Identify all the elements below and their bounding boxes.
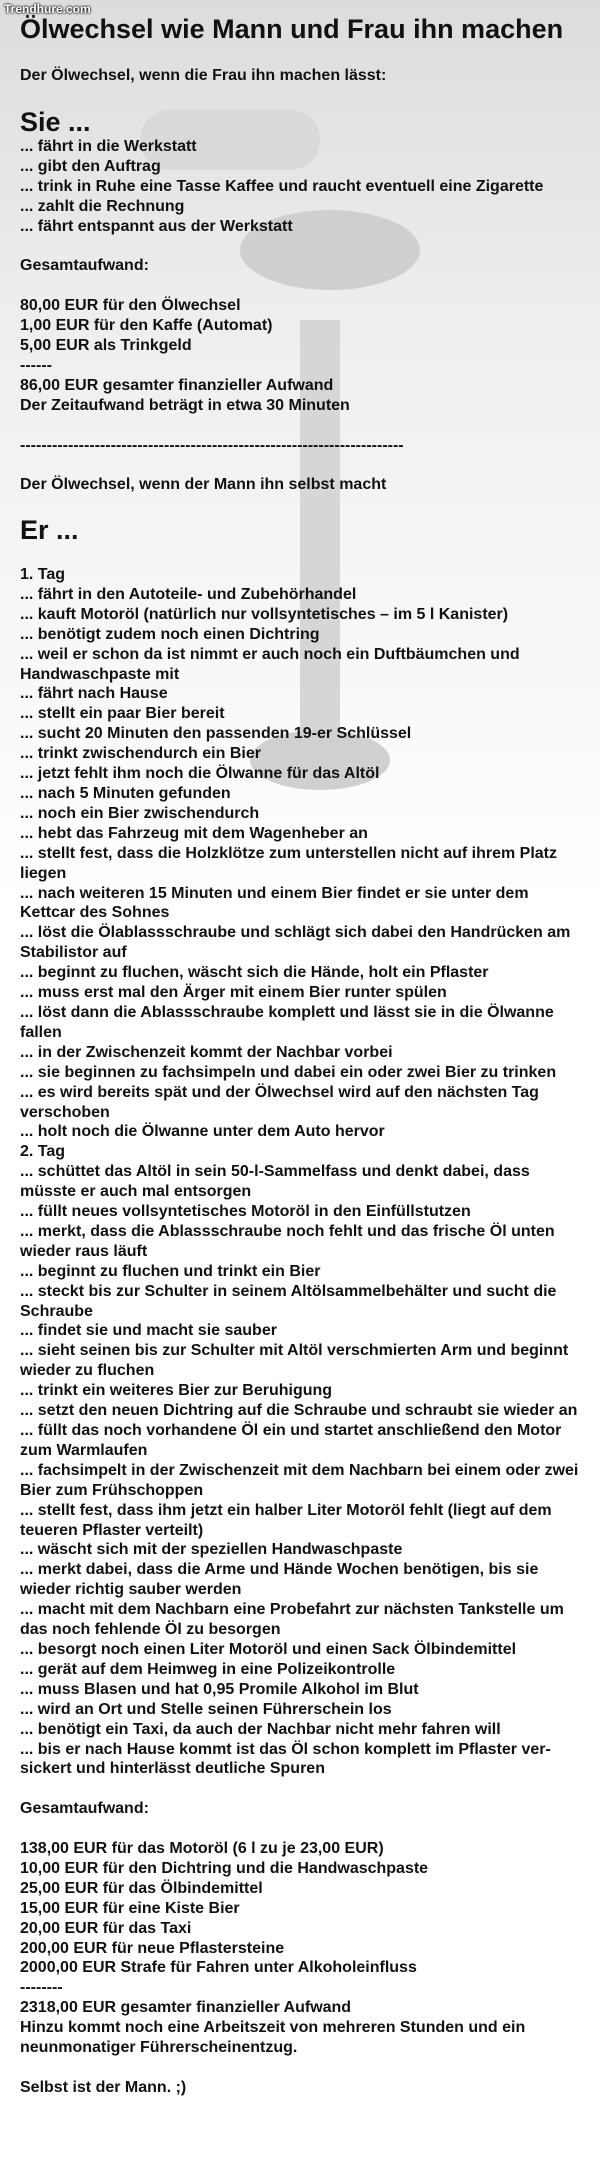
list-item: ... trinkt ein weiteres Bier zur Beruhigung — [20, 1382, 333, 1400]
list-item: ... fachsimpelt in der Zwischenzeit mit dem Nachbarn bei einem oder zwei Bier zum Frühschoppen — [20, 1461, 583, 1499]
list-item: ... wäscht sich mit der speziellen Handwaschpaste — [20, 1541, 403, 1559]
list-item: ... löst dann die Ablassschraube komplett und lässt sie in die Ölwanne fallen — [20, 1003, 559, 1041]
day1-label: 1. Tag — [20, 566, 66, 584]
list-item: ... fährt entspannt aus der Werkstatt — [20, 217, 293, 235]
cost-item: 10,00 EUR für den Dichtring und die Handwaschpaste — [20, 1859, 429, 1877]
list-item: ... beginnt zu fluchen und trinkt ein Bier — [20, 1262, 321, 1280]
list-item: ... schüttet das Altöl in sein 50-l-Sammelfass und denkt dabei, dass müsste er auch mal entsorgen — [20, 1163, 535, 1201]
cost-item: Hinzu kommt noch eine Arbeitszeit von mehreren Stunden und ein neunmonatiger Führerscheinentzug. — [20, 2019, 530, 2057]
cost-divider: ------ — [20, 356, 52, 374]
list-item: ... stellt fest, dass die Holzklötze zum unterstellen nicht auf ihrem Platz liegen — [20, 844, 562, 882]
list-item: ... sie beginnen zu fachsimpeln und dabei ein oder zwei Bier zu trinken — [20, 1063, 557, 1081]
page-title: Ölwechsel wie Mann und Frau ihn machen — [20, 14, 564, 44]
list-item: ... fährt in den Autoteile- und Zubehörhandel — [20, 585, 357, 603]
cost-item: -------- — [20, 1979, 63, 1997]
cost-item: 80,00 EUR für den Ölwechsel — [20, 297, 241, 315]
closing-line: Selbst ist der Mann. ;) — [20, 2078, 187, 2096]
mann-intro: Der Ölwechsel, wenn der Mann ihn selbst macht — [20, 476, 387, 494]
cost-item: 2000,00 EUR Strafe für Fahren unter Alkoholeinfluss — [20, 1959, 417, 1977]
list-item: ... benötigt zudem noch einen Dichtring — [20, 625, 320, 643]
time-note: Der Zeitaufwand beträgt in etwa 30 Minuten — [20, 396, 350, 414]
cost-item: 138,00 EUR für das Motoröl (6 l zu je 23,00 EUR) — [20, 1840, 384, 1857]
site-watermark: Trendhure.com — [4, 2, 91, 16]
list-item: ... sieht seinen bis zur Schulter mit Altöl verschmierten Arm und beginnt wieder zu fluchen — [20, 1342, 573, 1380]
cost-item: 2318,00 EUR gesamter finanzieller Aufwand — [20, 1999, 352, 2017]
frau-cost-heading: Gesamtaufwand: — [20, 257, 149, 275]
list-item: ... nach weiteren 15 Minuten und einem Bier findet er sie unter dem Kettcar des Sohnes — [20, 884, 534, 922]
mann-cost-heading: Gesamtaufwand: — [20, 1800, 149, 1818]
list-item: ... steckt bis zur Schulter in seinem Altölsammelbehälter und sucht die Schraube — [20, 1282, 561, 1320]
list-item: ... sucht 20 Minuten den passenden 19-er Schlüssel — [20, 725, 412, 743]
list-item: ... löst die Ölablassschraube und schlägt sich dabei den Handrücken am Stabilistor auf — [20, 924, 575, 962]
list-item: ... stellt ein paar Bier bereit — [20, 705, 225, 723]
list-item: ... trinkt zwischendurch ein Bier — [20, 745, 261, 763]
list-item: ... es wird bereits spät und der Ölwechsel wird auf den nächsten Tag verschoben — [20, 1083, 544, 1121]
list-item: ... setzt den neuen Dichtring auf die Schraube und schraubt sie wieder an — [20, 1402, 578, 1420]
list-item: ... kauft Motoröl (natürlich nur vollsyntetisches – im 5 l Kanister) — [20, 605, 509, 623]
cost-item: 200,00 EUR für neue Pflastersteine — [20, 1939, 285, 1957]
cost-item: 5,00 EUR als Trinkgeld — [20, 337, 192, 355]
frau-costs — [20, 296, 580, 415]
list-item: ... bis er nach Hause kommt ist das Öl schon komplett im Pflaster ver-sickert und hinterlässt deutliche Spuren — [20, 1740, 551, 1778]
day1-steps — [20, 585, 580, 1142]
day2-label: 2. Tag — [20, 1143, 66, 1161]
list-item: ... jetzt fehlt ihm noch die Ölwanne für das Altöl — [20, 765, 380, 783]
mann-heading: Er ... — [20, 515, 79, 546]
list-item: ... füllt das noch vorhandene Öl ein und startet anschließend den Motor zum Warmlaufen — [20, 1422, 566, 1459]
list-item: ... besorgt noch einen Liter Motoröl und einen Sack Ölbindemittel — [20, 1640, 517, 1658]
list-item: ... benötigt ein Taxi, da auch der Nachbar nicht mehr fahren will — [20, 1720, 501, 1738]
section-separator: ------------------------------------------------------------------------ — [20, 436, 404, 454]
day2-steps — [20, 1162, 583, 1779]
list-item: ... gibt den Auftrag — [20, 157, 161, 175]
list-item: ... wird an Ort und Stelle seinen Führerschein los — [20, 1700, 392, 1718]
frau-steps — [20, 137, 580, 237]
list-item: ... muss Blasen und hat 0,95 Promile Alkohol im Blut — [20, 1680, 419, 1698]
list-item: ... stellt fest, dass ihm jetzt ein halber Liter Motoröl fehlt (liegt auf dem teueren Pflaster verteilt) — [20, 1501, 557, 1539]
list-item: ... weil er schon da ist nimmt er auch noch ein Duftbäumchen und Handwaschpaste mit — [20, 645, 525, 683]
list-item: ... hebt das Fahrzeug mit dem Wagenheber an — [20, 824, 368, 842]
frau-heading: Sie ... — [20, 107, 91, 137]
list-item: ... holt noch die Ölwanne unter dem Auto hervor — [20, 1123, 385, 1141]
cost-item: 20,00 EUR für das Taxi — [20, 1919, 192, 1937]
list-item: ... beginnt zu fluchen, wäscht sich die Hände, holt ein Pflaster — [20, 964, 489, 982]
cost-item: 25,00 EUR für das Ölbindemittel — [20, 1879, 263, 1897]
list-item: ... muss erst mal den Ärger mit einem Bier runter spülen — [20, 984, 447, 1002]
list-item: ... in der Zwischenzeit kommt der Nachbar vorbei — [20, 1043, 393, 1061]
list-item: ... nach 5 Minuten gefunden — [20, 785, 231, 802]
list-item: ... füllt neues vollsyntetisches Motoröl in den Einfüllstutzen — [20, 1203, 471, 1221]
list-item: ... gerät auf dem Heimweg in eine Polizeikontrolle — [20, 1660, 396, 1678]
cost-total: 86,00 EUR gesamter finanzieller Aufwand — [20, 376, 334, 394]
list-item: ... trink in Ruhe eine Tasse Kaffee und raucht eventuell eine Zigarette — [20, 177, 544, 195]
list-item: ... noch ein Bier zwischendurch — [20, 804, 260, 822]
list-item: ... fährt nach Hause — [20, 685, 168, 703]
mann-costs — [20, 1839, 580, 2058]
list-item: ... findet sie und macht sie sauber — [20, 1322, 277, 1340]
list-item: ... macht mit dem Nachbarn eine Probefahrt zur nächsten Tankstelle um das noch fehlende Öl zu besorgen — [20, 1601, 569, 1639]
cost-item: 1,00 EUR für den Kaffe (Automat) — [20, 317, 273, 335]
frau-intro: Der Ölwechsel, wenn die Frau ihn machen lässt: — [20, 67, 387, 84]
cost-item: 15,00 EUR für eine Kiste Bier — [20, 1899, 240, 1917]
list-item: ... merkt, dass die Ablassschraube noch fehlt und das frische Öl unten wieder raus läuft — [20, 1222, 560, 1260]
list-item: ... zahlt die Rechnung — [20, 197, 185, 215]
list-item: ... fährt in die Werkstatt — [20, 138, 197, 155]
list-item: ... merkt dabei, dass die Arme und Hände Wochen benötigen, bis sie wieder richtig sauber werden — [20, 1561, 543, 1599]
